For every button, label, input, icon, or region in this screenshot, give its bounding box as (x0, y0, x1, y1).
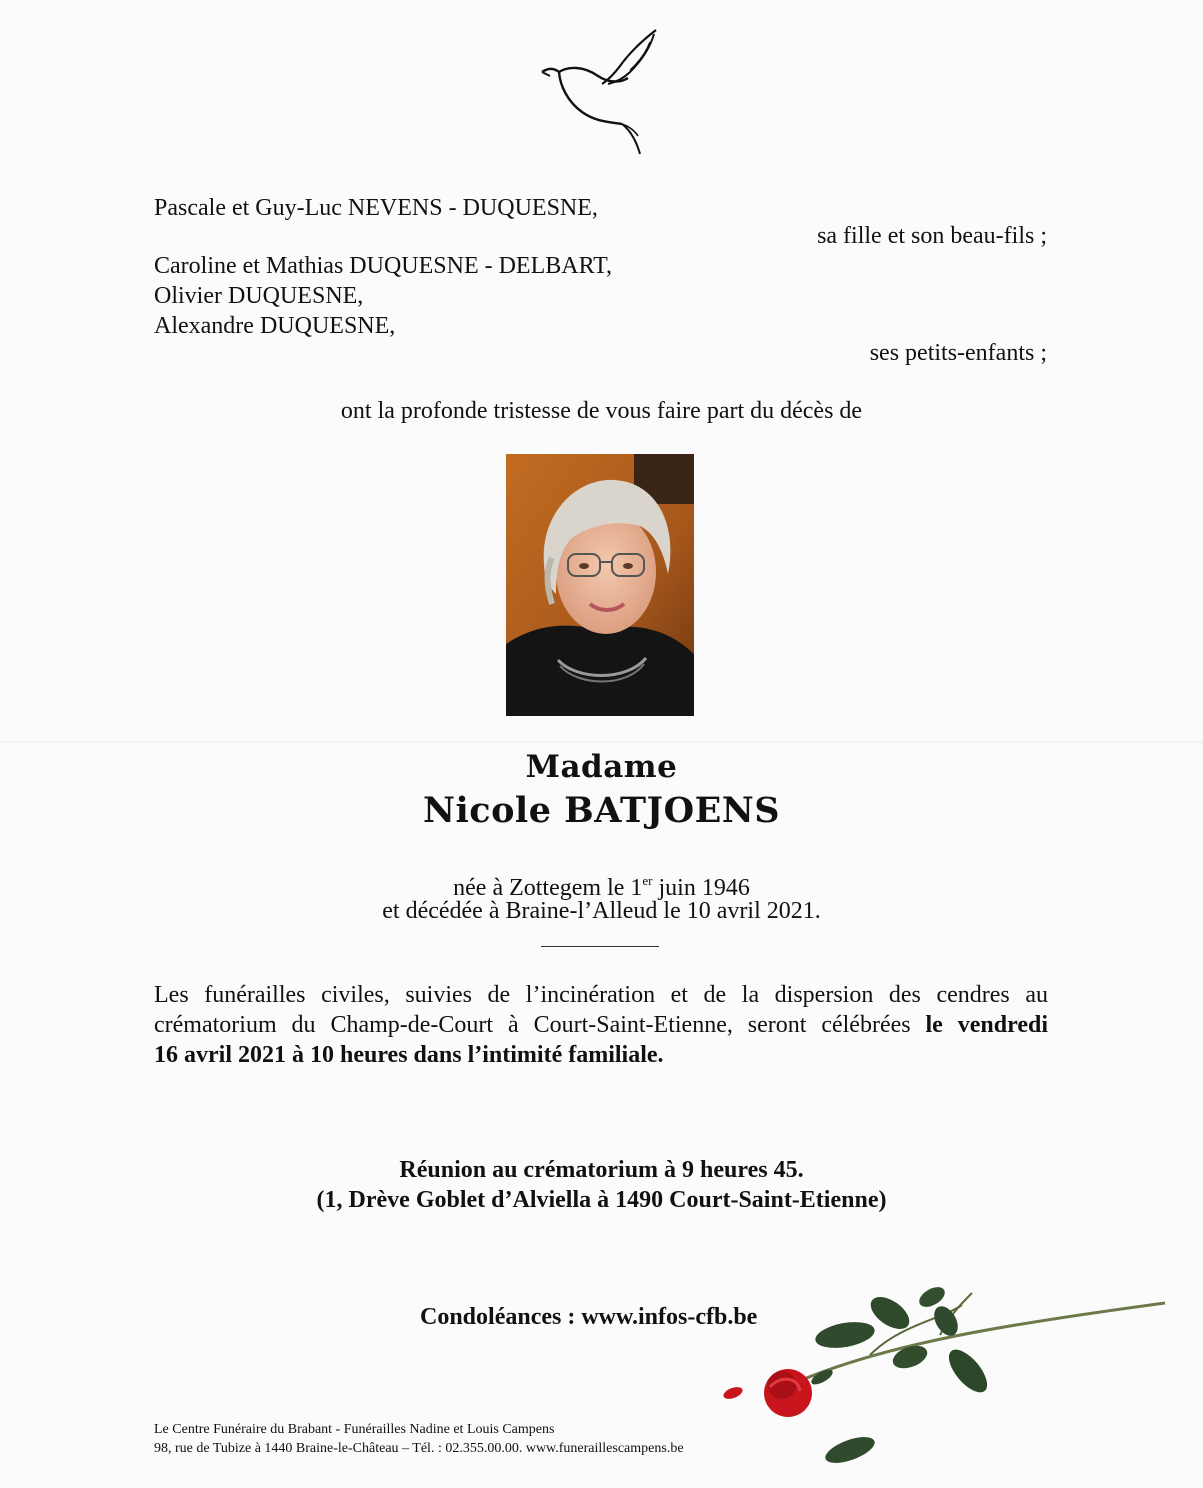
footer-line-2: 98, rue de Tubize à 1440 Braine-le-Château – Tél. : 02.355.00.00. www.funeraillescampens.be (154, 1441, 684, 1456)
grandchild-line: Alexandre DUQUESNE, (154, 313, 396, 339)
footer-line-1: Le Centre Funéraire du Brabant - Funérailles Nadine et Louis Campens (154, 1422, 555, 1437)
relation-grandchildren: ses petits-enfants ; (869, 340, 1047, 366)
announcement-text: ont la profonde tristesse de vous faire part du décès de (340, 398, 863, 424)
family-line-children: Pascale et Guy-Luc NEVENS - DUQUESNE, (154, 195, 598, 221)
funeral-line-2-bold: le vendredi (925, 1012, 1048, 1038)
relation-children: sa fille et son beau-fils ; (817, 223, 1047, 249)
deceased-name: Nicole BATJOENS (422, 790, 781, 831)
fold-line (0, 741, 1203, 743)
deceased-title: Madame (525, 749, 678, 785)
dove-icon (538, 26, 663, 158)
funeral-line-1: Les funérailles civiles, suivies de l’incinération et de la dispersion des cendres au (154, 982, 1048, 1008)
condolences-text: Condoléances : www.infos-cfb.be (420, 1304, 758, 1330)
separator-line (541, 946, 659, 947)
funeral-line-2 (154, 1010, 1048, 1040)
death-line: et décédée à Braine-l’Alleud le 10 avril 2021. (382, 898, 821, 924)
rose-illustration (700, 1275, 1180, 1475)
birth-suffix: juin 1946 (652, 875, 750, 901)
birth-prefix: née à Zottegem le 1 (453, 875, 643, 901)
portrait-photo (506, 454, 694, 716)
funeral-paragraph (154, 980, 1048, 1070)
meeting-address: (1, Drève Goblet d’Alviella à 1490 Court-Saint-Etienne) (316, 1187, 887, 1213)
meeting-line-1: Réunion au crématorium à 9 heures 45. (399, 1157, 804, 1183)
funeral-line-3: 16 avril 2021 à 10 heures dans l’intimité familiale. (154, 1042, 664, 1068)
grandchild-line: Caroline et Mathias DUQUESNE - DELBART, (154, 253, 613, 279)
grandchild-line: Olivier DUQUESNE, (154, 283, 364, 309)
funeral-line-2-normal: crématorium du Champ-de-Court à Court-Saint-Etienne, seront célébrées (154, 1012, 926, 1038)
birth-superscript: er (642, 873, 653, 888)
